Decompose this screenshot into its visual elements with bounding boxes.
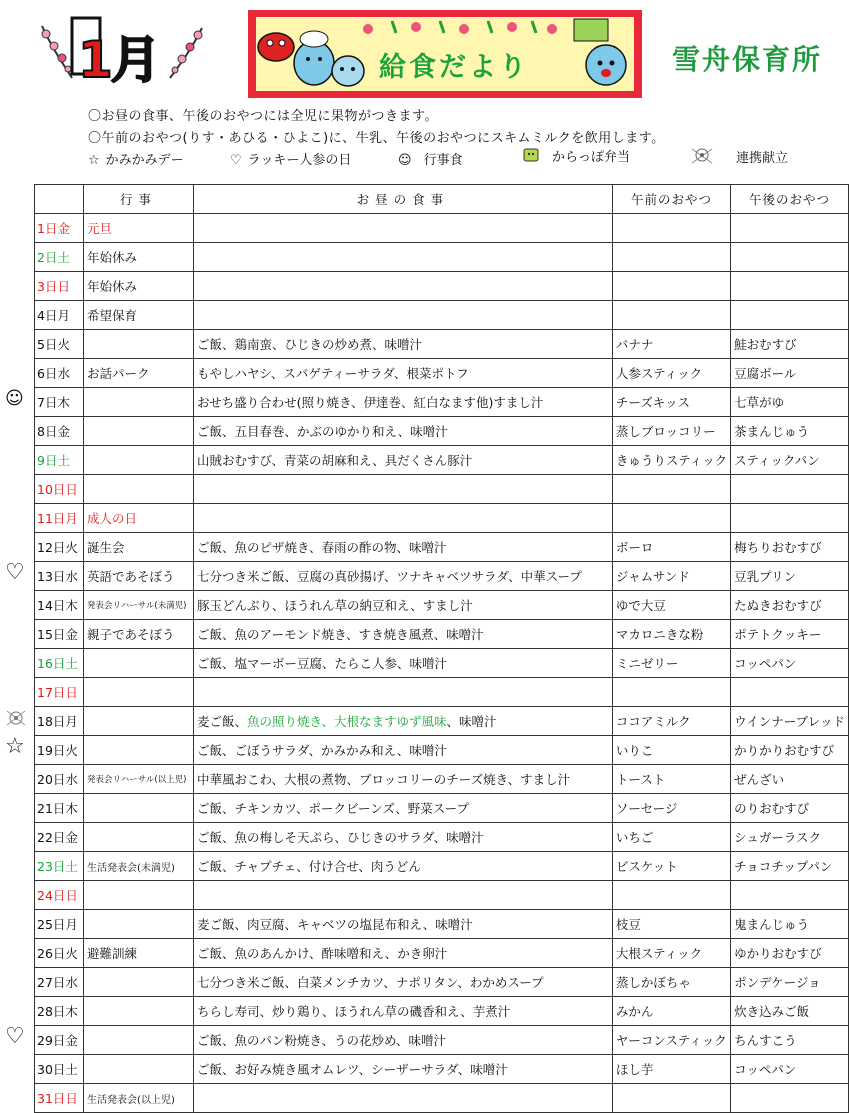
row-lunch [193, 707, 612, 736]
row-date: 14日木 [35, 591, 84, 620]
row-date: 30日土 [35, 1055, 84, 1084]
row-event: 生活発表会(未満児) [84, 852, 194, 881]
table-row [35, 330, 849, 359]
row-lunch [193, 678, 612, 707]
row-date: 23日土 [35, 852, 84, 881]
row-pm-snack [731, 243, 849, 272]
row-pm-snack: 七草がゆ [731, 388, 849, 417]
row-pm-snack [731, 1084, 849, 1113]
legend-renkei-label: 連携献立 [736, 151, 789, 166]
table-row [35, 823, 849, 852]
row-date: 1日金 [35, 214, 84, 243]
row-pm-snack: 豆乳プリン [731, 562, 849, 591]
row-date: 12日火 [35, 533, 84, 562]
row-date: 24日日 [35, 881, 84, 910]
table-row [35, 997, 849, 1026]
row-date: 17日日 [35, 678, 84, 707]
row-am-snack: 蒸しブロッコリー [612, 417, 730, 446]
title-banner [248, 10, 642, 98]
row-lunch [193, 504, 612, 533]
row-event: 年始休み [84, 272, 194, 301]
row-pm-snack: 鮭おむすび [731, 330, 849, 359]
row-event: 年始休み [84, 243, 194, 272]
table-row [35, 1055, 849, 1084]
legend-karappo-label: からっぽ弁当 [552, 150, 631, 165]
row-lunch: ご飯、鶏南蛮、ひじきの炒め煮、味噌汁 [193, 330, 612, 359]
row-pm-snack: ウインナーブレッド [731, 707, 849, 736]
table-row [35, 359, 849, 388]
row-am-snack [612, 881, 730, 910]
row-am-snack: ボーロ [612, 533, 730, 562]
row-lunch [193, 214, 612, 243]
row-date: 27日水 [35, 968, 84, 997]
row-event [84, 823, 194, 852]
table-row [35, 678, 849, 707]
month-title: 1月 [78, 31, 159, 89]
row-am-snack: チーズキッス [612, 388, 730, 417]
row-event [84, 475, 194, 504]
row-date: 20日水 [35, 765, 84, 794]
row-pm-snack: コッペパン [731, 649, 849, 678]
menu-table [34, 184, 849, 1113]
row-date: 21日木 [35, 794, 84, 823]
row-am-snack: 大根スティック [612, 939, 730, 968]
row-lunch: ご飯、チャプチェ、付け合せ、肉うどん [193, 852, 612, 881]
legend-kamikami [88, 149, 184, 168]
row-date: 6日水 [35, 359, 84, 388]
row-lunch: 山賊おむすび、青菜の胡麻和え、具だくさん豚汁 [193, 446, 612, 475]
row-pm-snack: 茶まんじゅう [731, 417, 849, 446]
row-lunch: ご飯、魚のパン粉焼き、うの花炒め、味噌汁 [193, 1026, 612, 1055]
row-event: お話パーク [84, 359, 194, 388]
heart-icon: ♡ [5, 560, 25, 585]
smiley-icon: ☺ [398, 153, 412, 168]
table-row [35, 272, 849, 301]
row-date: 5日火 [35, 330, 84, 359]
header-event: 行事 [84, 185, 194, 214]
header-lunch: お昼の食事 [193, 185, 612, 214]
row-am-snack [612, 504, 730, 533]
row-lunch: 七分つき米ご飯、白菜メンチカツ、ナポリタン、わかめスープ [193, 968, 612, 997]
heart-icon: ♡ [230, 153, 242, 168]
row-date: 29日金 [35, 1026, 84, 1055]
row-lunch: 中華風おこわ、大根の煮物、ブロッコリーのチーズ焼き、すまし汁 [193, 765, 612, 794]
row-event [84, 446, 194, 475]
row-pm-snack: コッペパン [731, 1055, 849, 1084]
row-date: 4日月 [35, 301, 84, 330]
table-row [35, 620, 849, 649]
table-row [35, 417, 849, 446]
row-lunch: ご飯、魚のアーモンド焼き、すき焼き風煮、味噌汁 [193, 620, 612, 649]
row-am-snack: 蒸しかぼちゃ [612, 968, 730, 997]
row-pm-snack [731, 214, 849, 243]
table-row [35, 301, 849, 330]
row-pm-snack: のりおむすび [731, 794, 849, 823]
row-date: 25日月 [35, 910, 84, 939]
row-date: 28日木 [35, 997, 84, 1026]
table-row [35, 214, 849, 243]
note-milk: 〇午前のおやつ(りす・あひる・ひよこ)に、牛乳、午後のおやつにスキムミルクを飲用します。 [88, 131, 665, 146]
row-pm-snack [731, 504, 849, 533]
row-am-snack [612, 1084, 730, 1113]
renkei-icon [5, 707, 27, 729]
row-event: 親子であそぼう [84, 620, 194, 649]
table-row [35, 765, 849, 794]
row-am-snack: ジャムサンド [612, 562, 730, 591]
row-lunch: 豚玉どんぶり、ほうれん草の納豆和え、すまし汁 [193, 591, 612, 620]
legend-event-food [398, 149, 463, 168]
row-event [84, 910, 194, 939]
legend-lucky-label: ラッキー人参の日 [247, 153, 352, 168]
renkei-icon [688, 145, 716, 167]
row-pm-snack: ぜんざい [731, 765, 849, 794]
row-event: 希望保育 [84, 301, 194, 330]
row-am-snack: トースト [612, 765, 730, 794]
row-am-snack [612, 272, 730, 301]
row-am-snack [612, 475, 730, 504]
row-date: 15日金 [35, 620, 84, 649]
row-event [84, 997, 194, 1026]
legend-lucky [230, 149, 351, 168]
row-lunch: ご飯、魚のピザ焼き、春雨の酢の物、味噌汁 [193, 533, 612, 562]
row-event: 英語であそぼう [84, 562, 194, 591]
table-row [35, 243, 849, 272]
row-am-snack: いちご [612, 823, 730, 852]
legend-karappo [522, 146, 630, 165]
plum-branch-right-icon [166, 24, 206, 80]
row-pm-snack: ポンデケージョ [731, 968, 849, 997]
row-am-snack: ほし芋 [612, 1055, 730, 1084]
row-date: 13日水 [35, 562, 84, 591]
row-lunch [193, 881, 612, 910]
row-lunch: ご飯、ごぼうサラダ、かみかみ和え、味噌汁 [193, 736, 612, 765]
row-event: 元旦 [84, 214, 194, 243]
row-pm-snack: ゆかりおむすび [731, 939, 849, 968]
row-lunch: ご飯、チキンカツ、ポークビーンズ、野菜スープ [193, 794, 612, 823]
row-date: 22日金 [35, 823, 84, 852]
row-pm-snack: チョコチップパン [731, 852, 849, 881]
row-pm-snack [731, 475, 849, 504]
row-pm-snack: 鬼まんじゅう [731, 910, 849, 939]
row-pm-snack: ちんすこう [731, 1026, 849, 1055]
row-am-snack: ゆで大豆 [612, 591, 730, 620]
smiley-icon: ☺ [5, 388, 24, 409]
header-am-snack: 午前のおやつ [612, 185, 730, 214]
lunchbox-icon [522, 146, 540, 164]
row-pm-snack [731, 301, 849, 330]
legend-kamikami-label: かみかみデー [105, 153, 184, 168]
row-event [84, 794, 194, 823]
row-event: 成人の日 [84, 504, 194, 533]
row-am-snack: バナナ [612, 330, 730, 359]
row-lunch: もやしハヤシ、スパゲティーサラダ、根菜ポトフ [193, 359, 612, 388]
row-date: 31日日 [35, 1084, 84, 1113]
row-pm-snack: シュガーラスク [731, 823, 849, 852]
row-am-snack: マカロニきな粉 [612, 620, 730, 649]
table-row [35, 736, 849, 765]
row-am-snack: ミニゼリー [612, 649, 730, 678]
row-am-snack: みかん [612, 997, 730, 1026]
table-row [35, 533, 849, 562]
row-date: 19日火 [35, 736, 84, 765]
table-row [35, 591, 849, 620]
table-row [35, 562, 849, 591]
row-date: 8日金 [35, 417, 84, 446]
legend-renkei [688, 145, 788, 167]
table-header-row [35, 185, 849, 214]
row-lunch [193, 301, 612, 330]
lunch-part: 、味噌汁 [446, 714, 497, 729]
legend-event-food-label: 行事食 [423, 153, 463, 168]
row-am-snack: 人参スティック [612, 359, 730, 388]
table-row [35, 504, 849, 533]
row-date: 2日土 [35, 243, 84, 272]
lunch-part: 魚の照り焼き、大根なますゆず風味 [247, 714, 447, 729]
table-row [35, 446, 849, 475]
header-pm-snack: 午後のおやつ [731, 185, 849, 214]
row-pm-snack: スティックパン [731, 446, 849, 475]
heart-icon: ♡ [5, 1024, 25, 1049]
row-am-snack [612, 678, 730, 707]
row-lunch [193, 1084, 612, 1113]
banner-title: 給食だより [379, 52, 529, 83]
row-event [84, 968, 194, 997]
header [0, 0, 849, 100]
row-event [84, 678, 194, 707]
menu-table-body [35, 214, 849, 1113]
table-row [35, 1026, 849, 1055]
row-event: 生活発表会(以上児) [84, 1084, 194, 1113]
star-icon: ☆ [5, 734, 25, 759]
row-date: 10日日 [35, 475, 84, 504]
table-row [35, 707, 849, 736]
table-row [35, 388, 849, 417]
row-date: 26日火 [35, 939, 84, 968]
row-am-snack: きゅうりスティック [612, 446, 730, 475]
row-am-snack [612, 243, 730, 272]
table-row [35, 939, 849, 968]
row-event [84, 736, 194, 765]
table-row [35, 794, 849, 823]
row-date: 16日土 [35, 649, 84, 678]
row-am-snack [612, 214, 730, 243]
row-date: 18日月 [35, 707, 84, 736]
row-pm-snack: 炊き込みご飯 [731, 997, 849, 1026]
lunch-part: 麦ご飯、 [196, 714, 247, 729]
row-lunch: 麦ご飯、肉豆腐、キャベツの塩昆布和え、味噌汁 [193, 910, 612, 939]
row-lunch [193, 475, 612, 504]
row-date: 11日月 [35, 504, 84, 533]
row-date: 9日土 [35, 446, 84, 475]
row-lunch: ご飯、魚のあんかけ、酢味噌和え、かき卵汁 [193, 939, 612, 968]
row-event [84, 1055, 194, 1084]
row-lunch: ちらし寿司、炒り鶏り、ほうれん草の磯香和え、芋煮汁 [193, 997, 612, 1026]
row-lunch: ご飯、五目春巻、かぶのゆかり和え、味噌汁 [193, 417, 612, 446]
table-row [35, 881, 849, 910]
header-date [35, 185, 84, 214]
row-pm-snack: かりかりおむすび [731, 736, 849, 765]
row-event [84, 417, 194, 446]
row-pm-snack [731, 881, 849, 910]
row-am-snack [612, 301, 730, 330]
row-pm-snack: 豆腐ボール [731, 359, 849, 388]
row-lunch: ご飯、魚の梅しそ天ぷら、ひじきのサラダ、味噌汁 [193, 823, 612, 852]
row-am-snack: 枝豆 [612, 910, 730, 939]
row-event: 発表会リハーサル(未満児) [84, 591, 194, 620]
row-event [84, 707, 194, 736]
row-pm-snack: ポテトクッキー [731, 620, 849, 649]
row-lunch: 七分つき米ご飯、豆腐の真砂揚げ、ツナキャベツサラダ、中華スープ [193, 562, 612, 591]
row-lunch: おせち盛り合わせ(照り焼き、伊達巻、紅白なます他)すまし汁 [193, 388, 612, 417]
row-lunch [193, 243, 612, 272]
row-am-snack: ソーセージ [612, 794, 730, 823]
row-event [84, 881, 194, 910]
row-am-snack: いりこ [612, 736, 730, 765]
row-event: 発表会リハーサル(以上児) [84, 765, 194, 794]
star-icon: ☆ [88, 153, 100, 168]
school-name: 雪舟保育所 [672, 43, 823, 76]
row-event [84, 330, 194, 359]
row-am-snack: ココアミルク [612, 707, 730, 736]
row-pm-snack [731, 678, 849, 707]
table-row [35, 852, 849, 881]
row-event [84, 1026, 194, 1055]
row-event: 避難訓練 [84, 939, 194, 968]
row-lunch: ご飯、塩マーボー豆腐、たらこ人参、味噌汁 [193, 649, 612, 678]
table-row [35, 1084, 849, 1113]
row-event [84, 388, 194, 417]
row-date: 3日日 [35, 272, 84, 301]
row-lunch [193, 272, 612, 301]
table-row [35, 475, 849, 504]
row-event [84, 649, 194, 678]
row-pm-snack: たぬきおむすび [731, 591, 849, 620]
month-badge [70, 14, 170, 89]
row-event: 誕生会 [84, 533, 194, 562]
row-pm-snack [731, 272, 849, 301]
table-row [35, 968, 849, 997]
row-am-snack: ヤーコンスティック [612, 1026, 730, 1055]
note-fruit: 〇お昼の食事、午後のおやつには全児に果物がつきます。 [88, 109, 438, 124]
row-am-snack: ビスケット [612, 852, 730, 881]
table-row [35, 910, 849, 939]
row-date: 7日木 [35, 388, 84, 417]
table-row [35, 649, 849, 678]
row-pm-snack: 梅ちりおむすび [731, 533, 849, 562]
row-lunch: ご飯、お好み焼き風オムレツ、シーザーサラダ、味噌汁 [193, 1055, 612, 1084]
